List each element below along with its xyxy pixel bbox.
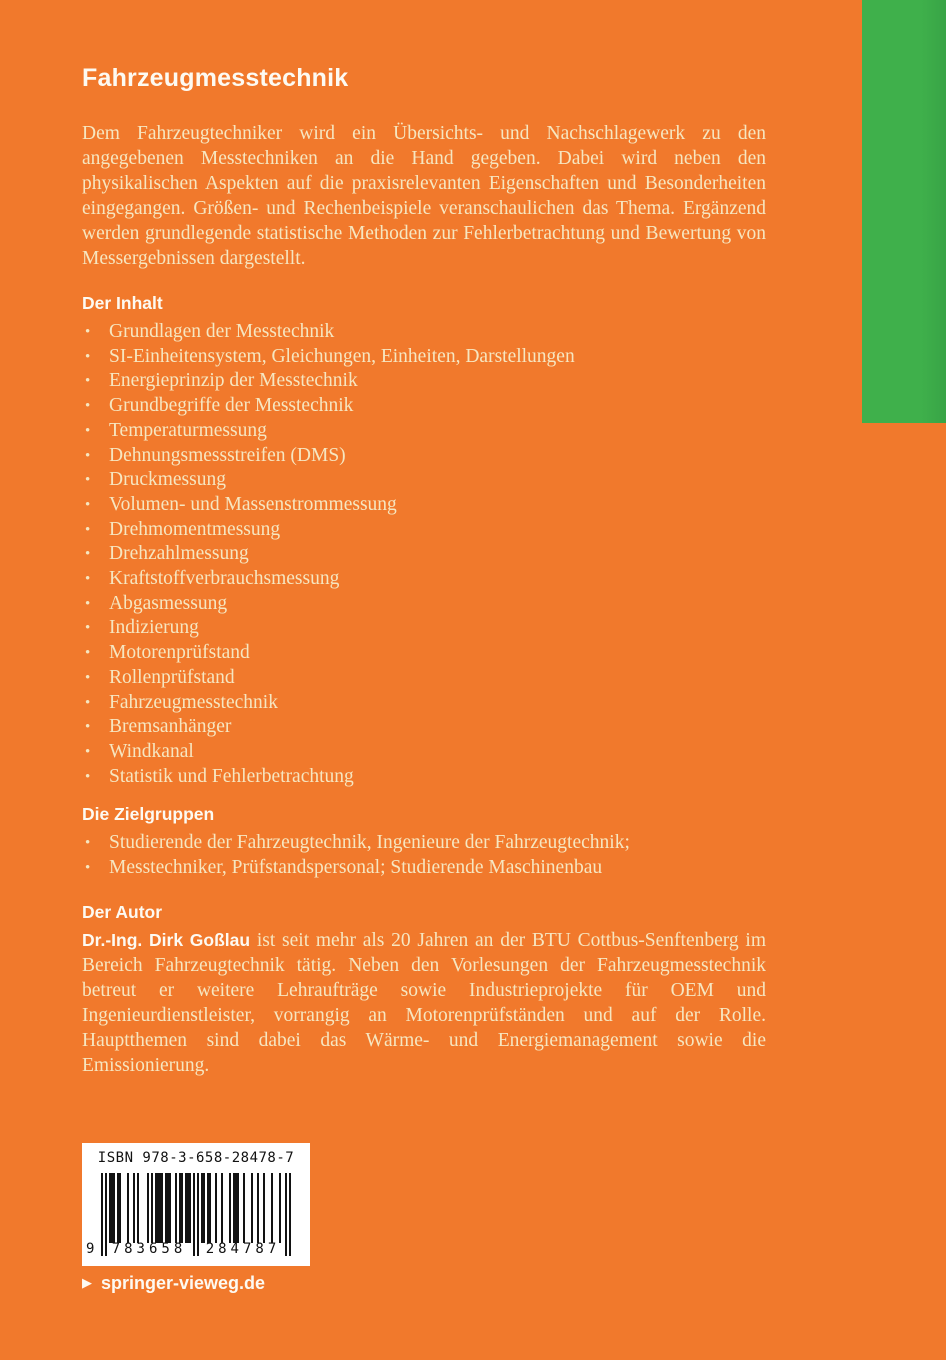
bullet-icon: • xyxy=(85,669,91,686)
list-item-label: Temperaturmessung xyxy=(109,419,267,441)
list-item-label: Bremsanhänger xyxy=(109,716,232,738)
list-item-label: Motorenprüfstand xyxy=(109,642,250,664)
list-item-label: Grundlagen der Messtechnik xyxy=(109,321,335,342)
ean-digits-right: 284787 xyxy=(205,1241,281,1257)
contents-list xyxy=(82,320,766,789)
list-item xyxy=(82,493,766,518)
bullet-icon: • xyxy=(85,496,91,513)
isbn-label: ISBN 978-3-658-28478-7 xyxy=(97,1150,295,1166)
list-item xyxy=(82,444,766,469)
bullet-icon: • xyxy=(85,860,91,877)
ean-digit-first: 9 xyxy=(86,1241,95,1257)
bullet-icon: • xyxy=(85,571,91,588)
list-item-label: Studierende der Fahrzeugtechnik, Ingenieure der Fahrzeugtechnik; xyxy=(109,832,630,854)
list-item xyxy=(82,320,766,345)
list-item xyxy=(82,616,766,641)
list-item xyxy=(82,419,766,444)
audience-list xyxy=(82,831,766,880)
author-paragraph xyxy=(82,928,766,1078)
isbn-box xyxy=(82,1143,310,1266)
bullet-icon: • xyxy=(85,719,91,736)
list-item-label: Windkanal xyxy=(109,740,194,762)
bullet-icon: • xyxy=(85,348,91,365)
list-item-label: Drehmomentmessung xyxy=(109,518,281,540)
bullet-icon: • xyxy=(85,620,91,637)
bullet-icon: • xyxy=(85,595,91,612)
list-item xyxy=(82,592,766,617)
list-item xyxy=(82,468,766,493)
list-item-label: Grundbegriffe der Messtechnik xyxy=(109,395,354,417)
bullet-icon: • xyxy=(85,521,91,538)
list-item xyxy=(82,369,766,394)
author-heading: Der Autor xyxy=(82,901,163,922)
list-item-label: Energieprinzip der Messtechnik xyxy=(109,370,358,392)
list-item xyxy=(82,394,766,419)
bullet-icon: • xyxy=(85,447,91,464)
author-name: Dr.-Ing. Dirk Goßlau xyxy=(82,929,251,950)
list-item-label: Drehzahlmessung xyxy=(109,543,249,565)
list-item-label: Statistik und Fehlerbetrachtung xyxy=(109,765,354,787)
list-item xyxy=(82,666,766,691)
bullet-icon: • xyxy=(85,324,91,340)
list-item-label: Kraftstoffverbrauchsmessung xyxy=(109,568,340,590)
list-item xyxy=(82,567,766,592)
list-item-label: SI-Einheitensystem, Gleichungen, Einheiten, Darstellungen xyxy=(109,345,575,367)
list-item xyxy=(82,765,766,790)
list-item xyxy=(82,542,766,567)
list-item xyxy=(82,740,766,765)
barcode-module xyxy=(289,1173,291,1256)
bullet-icon: • xyxy=(85,768,91,785)
list-item-label: Volumen- und Massenstrommessung xyxy=(109,493,397,515)
list-item xyxy=(82,518,766,543)
list-item-label: Abgasmessung xyxy=(109,592,228,614)
list-item-label: Indizierung xyxy=(109,617,199,639)
bullet-icon: • xyxy=(85,472,91,489)
list-item-label: Rollenprüfstand xyxy=(109,666,235,688)
list-item xyxy=(82,831,766,856)
author-bio: ist seit mehr als 20 Jahren an der BTU Cottbus-Senftenberg im Bereich Fahrzeugtechnik tätig. Neben den Vorlesungen der Fahrzeugmesstechnik betreut er weitere Lehraufträge sowie Industrieprojekte für OEM und Ingenieurdienstleister, vorrangig an Motorenprüfständen und auf der Rolle. Hauptthemen sind dabei das Wärme- und Energiemanagement sowie die Emissionierung. xyxy=(82,929,766,1076)
audience-heading: Die Zielgruppen xyxy=(82,804,215,825)
list-item xyxy=(82,641,766,666)
list-item xyxy=(82,345,766,370)
bullet-icon: • xyxy=(85,645,91,662)
cover-text-block xyxy=(82,0,766,1078)
publisher-url: springer-vieweg.de xyxy=(101,1273,266,1293)
list-item-label: Fahrzeugmesstechnik xyxy=(109,691,278,713)
bullet-icon: • xyxy=(85,743,91,760)
intro-paragraph: Dem Fahrzeugtechniker wird ein Übersichts- und Nachschlagewerk zu den angegebenen Messtechniken an die Hand gegeben. Dabei wird neben den physikalischen Aspekten auf die praxisrelevanten Eigenschaften und Besonderheiten eingegangen. Größen- und Rechenbeispiele veranschaulichen das Thema. Ergänzend werden grundlegende statistische Methoden zur Fehlerbetrachtung und Bewertung von Messergebnissen dargestellt. xyxy=(82,123,766,269)
bullet-icon: • xyxy=(85,398,91,415)
contents-heading: Der Inhalt xyxy=(82,293,163,313)
list-item-label: Druckmessung xyxy=(109,469,226,491)
list-item-label: Messtechniker, Prüfstandspersonal; Studierende Maschinenbau xyxy=(109,857,603,879)
list-item xyxy=(82,856,766,881)
list-item-label: Dehnungsmessstreifen (DMS) xyxy=(109,444,346,466)
green-flap xyxy=(862,0,946,423)
publisher-line xyxy=(82,1272,265,1294)
book-title: Fahrzeugmesstechnik xyxy=(82,64,349,92)
bullet-icon: • xyxy=(85,546,91,563)
list-item xyxy=(82,691,766,716)
bullet-icon: • xyxy=(85,373,91,390)
arrow-icon: ▶ xyxy=(82,1275,92,1291)
ean-digits-left: 783658 xyxy=(111,1241,187,1257)
ean-barcode xyxy=(86,1173,291,1257)
bullet-icon: • xyxy=(85,835,91,852)
list-item xyxy=(82,715,766,740)
bullet-icon: • xyxy=(85,422,91,439)
bullet-icon: • xyxy=(85,694,91,711)
